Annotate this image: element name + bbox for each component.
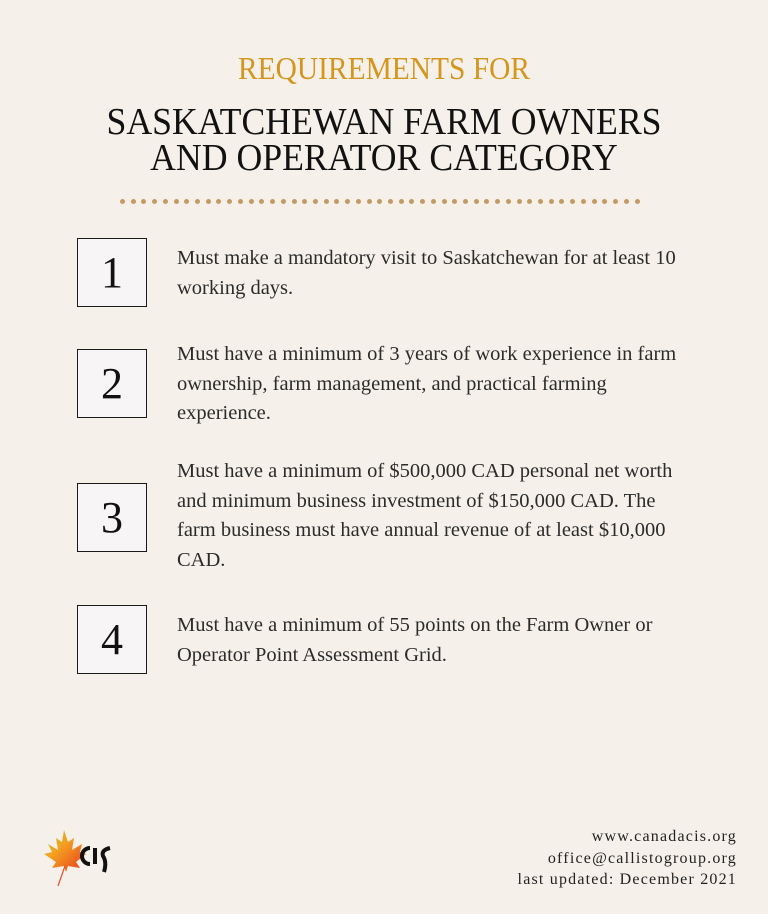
divider-dot xyxy=(377,199,382,204)
divider-dot xyxy=(259,199,264,204)
divider-dot xyxy=(442,199,447,204)
divider-dot xyxy=(506,199,511,204)
divider-dot xyxy=(131,199,136,204)
divider-dot xyxy=(302,199,307,204)
divider-dot xyxy=(409,199,414,204)
divider-dot xyxy=(431,199,436,204)
requirement-text: Must have a minimum of $500,000 CAD personal net worth and minimum business investment of $150,000 CAD. The farm business must have annual revenue of at least $10,000 CAD. xyxy=(177,460,673,571)
footer-contact xyxy=(518,826,737,891)
divider-dot xyxy=(635,199,640,204)
requirement-text: Must have a minimum of 55 points on the Farm Owner or Operator Point Assessment Grid. xyxy=(177,614,653,666)
divider-dot xyxy=(367,199,372,204)
number-box: 4 xyxy=(77,605,147,674)
website-link[interactable]: www.canadacis.org xyxy=(591,828,737,845)
divider-dot xyxy=(216,199,221,204)
divider-dot xyxy=(249,199,254,204)
number-box: 3 xyxy=(77,483,147,552)
divider-dot xyxy=(559,199,564,204)
cis-logo xyxy=(28,828,118,890)
divider-dot xyxy=(463,199,468,204)
divider-dot xyxy=(388,199,393,204)
divider-dot xyxy=(195,199,200,204)
divider-dot xyxy=(474,199,479,204)
divider-dot xyxy=(420,199,425,204)
divider-dot xyxy=(206,199,211,204)
divider-dot xyxy=(538,199,543,204)
divider-dot xyxy=(345,199,350,204)
cis-wordmark-icon xyxy=(76,842,116,876)
dotted-divider xyxy=(120,198,640,204)
last-updated: last updated: December 2021 xyxy=(517,871,737,888)
divider-dot xyxy=(281,199,286,204)
requirement-text: Must have a minimum of 3 years of work experience in farm ownership, farm management, and practical farming experience. xyxy=(177,343,677,424)
divider-dot xyxy=(484,199,489,204)
divider-dot xyxy=(527,199,532,204)
divider-dot xyxy=(184,199,189,204)
divider-dot xyxy=(152,199,157,204)
divider-dot xyxy=(624,199,629,204)
divider-dot xyxy=(517,199,522,204)
divider-dot xyxy=(120,199,125,204)
divider-dot xyxy=(356,199,361,204)
divider-dot xyxy=(292,199,297,204)
divider-dot xyxy=(399,199,404,204)
divider-dot xyxy=(324,199,329,204)
title-line-1: SASKATCHEWAN FARM OWNERS xyxy=(106,101,662,143)
divider-dot xyxy=(174,199,179,204)
requirement-text: Must make a mandatory visit to Saskatchewan for at least 10 working days. xyxy=(177,247,676,299)
subtitle: REQUIREMENTS FOR xyxy=(238,50,530,86)
divider-dot xyxy=(313,199,318,204)
divider-dot xyxy=(227,199,232,204)
page-title xyxy=(23,101,745,179)
divider-dot xyxy=(452,199,457,204)
divider-dot xyxy=(495,199,500,204)
email-link[interactable]: office@callistogroup.org xyxy=(547,849,737,867)
divider-dot xyxy=(613,199,618,204)
divider-dot xyxy=(141,199,146,204)
divider-dot xyxy=(581,199,586,204)
divider-dot xyxy=(602,199,607,204)
divider-dot xyxy=(163,199,168,204)
divider-dot xyxy=(238,199,243,204)
divider-dot xyxy=(270,199,275,204)
divider-dot xyxy=(592,199,597,204)
number-box: 1 xyxy=(77,238,147,307)
title-line-2: AND OPERATOR CATEGORY xyxy=(150,137,618,179)
divider-dot xyxy=(549,199,554,204)
number-box: 2 xyxy=(77,349,147,418)
divider-dot xyxy=(334,199,339,204)
divider-dot xyxy=(570,199,575,204)
